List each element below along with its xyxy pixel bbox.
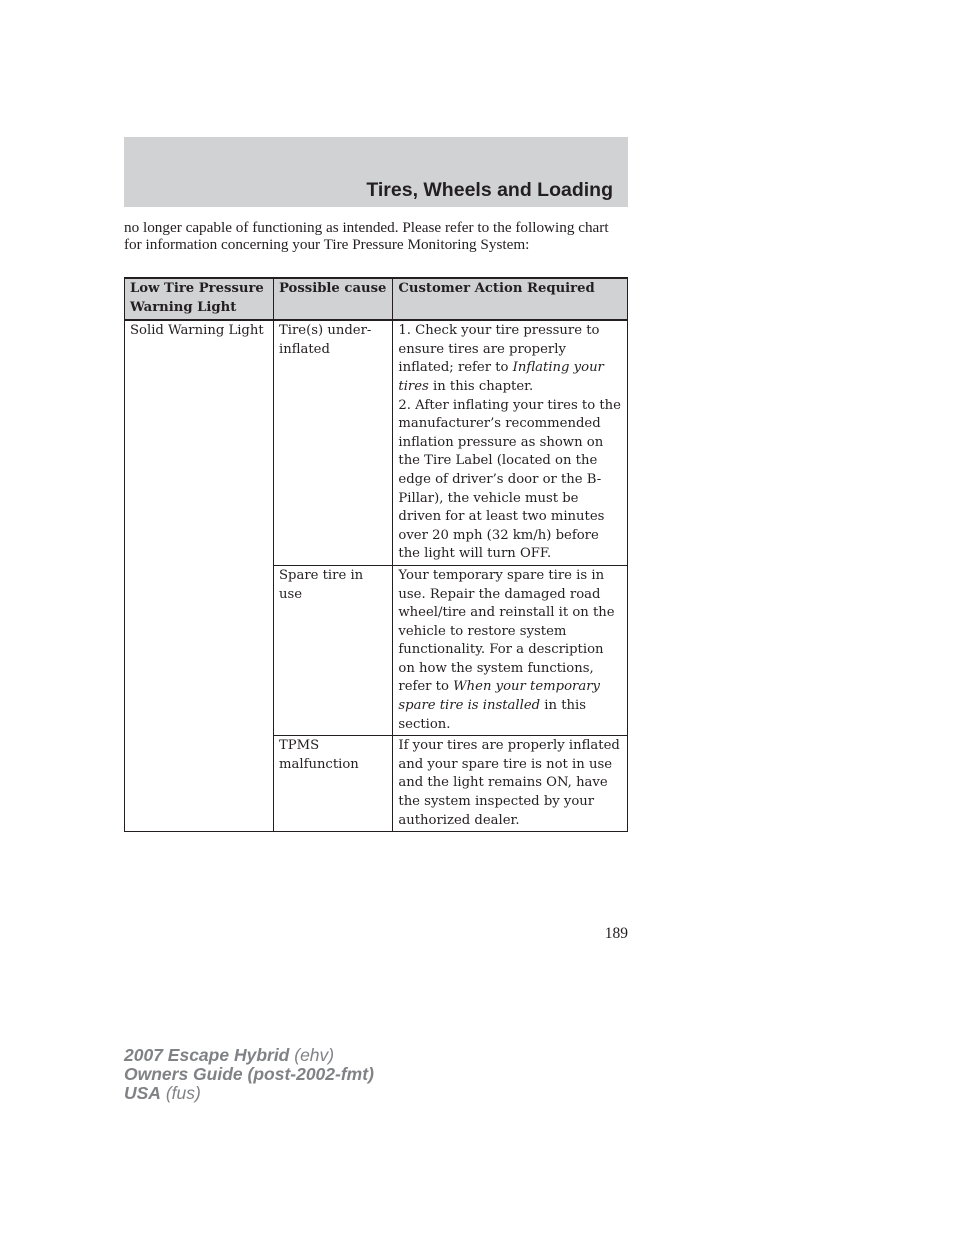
intro-paragraph: no longer capable of functioning as intended. Please refer to the following chart for information concerning your Tire Pressure Monitoring System: bbox=[124, 219, 609, 253]
action-text: Your temporary spare tire is in use. Repair the damaged road wheel/tire and reinstall it on the vehicle to restore system functionality. For a description on how the system functions, refer to bbox=[398, 567, 615, 695]
action-text: If your tires are properly inflated and your spare tire is not in use and the light remains ON, have the system inspected by your authorized dealer. bbox=[398, 738, 620, 828]
action-text: 1. Check your tire pressure to ensure tires are properly inflated; refer to bbox=[398, 323, 600, 376]
footer-line-market bbox=[124, 1084, 374, 1103]
footer-model: 2007 Escape Hybrid bbox=[124, 1045, 290, 1065]
action-cell bbox=[393, 320, 628, 565]
cause-cell: Spare tire in use bbox=[273, 565, 392, 735]
action-cell bbox=[393, 565, 628, 735]
section-title: Tires, Wheels and Loading bbox=[366, 179, 613, 201]
footer-line-model bbox=[124, 1046, 374, 1065]
footer-market: USA bbox=[124, 1083, 161, 1103]
footer-guide: Owners Guide (post-2002-fmt) bbox=[124, 1064, 374, 1084]
document-footer bbox=[124, 1046, 374, 1103]
footer-market-code: (fus) bbox=[160, 1083, 201, 1103]
header-customer-action: Customer Action Required bbox=[393, 278, 628, 320]
table-header-row bbox=[125, 278, 628, 320]
page-number: 189 bbox=[604, 925, 628, 942]
action-reference: Inflating your tires bbox=[398, 360, 604, 394]
footer-line-guide bbox=[124, 1065, 374, 1084]
action-text: in this chapter. bbox=[428, 378, 534, 394]
tpms-table bbox=[124, 277, 628, 832]
action-cell bbox=[393, 736, 628, 832]
cause-cell: TPMS malfunction bbox=[273, 736, 392, 832]
action-text: 2. After inflating your tires to the manufacturer’s recommended inflation pressure as shown on the Tire Label (located on the edge of driver’s door or the B-Pillar), the vehicle must be driven for at least two minutes over 20 mph (32 km/h) before the light will turn OFF. bbox=[398, 397, 621, 562]
footer-model-code: (ehv) bbox=[289, 1045, 335, 1065]
section-header-band bbox=[124, 137, 628, 207]
table-row bbox=[125, 320, 628, 565]
action-reference: When your temporary spare tire is installed bbox=[398, 679, 600, 714]
warning-light-cell: Solid Warning Light bbox=[125, 320, 274, 832]
cause-cell: Tire(s) under-inflated bbox=[273, 320, 392, 565]
action-text: in this section. bbox=[398, 698, 586, 732]
header-possible-cause: Possible cause bbox=[273, 278, 392, 320]
header-warning-light: Low Tire Pressure Warning Light bbox=[125, 278, 274, 320]
